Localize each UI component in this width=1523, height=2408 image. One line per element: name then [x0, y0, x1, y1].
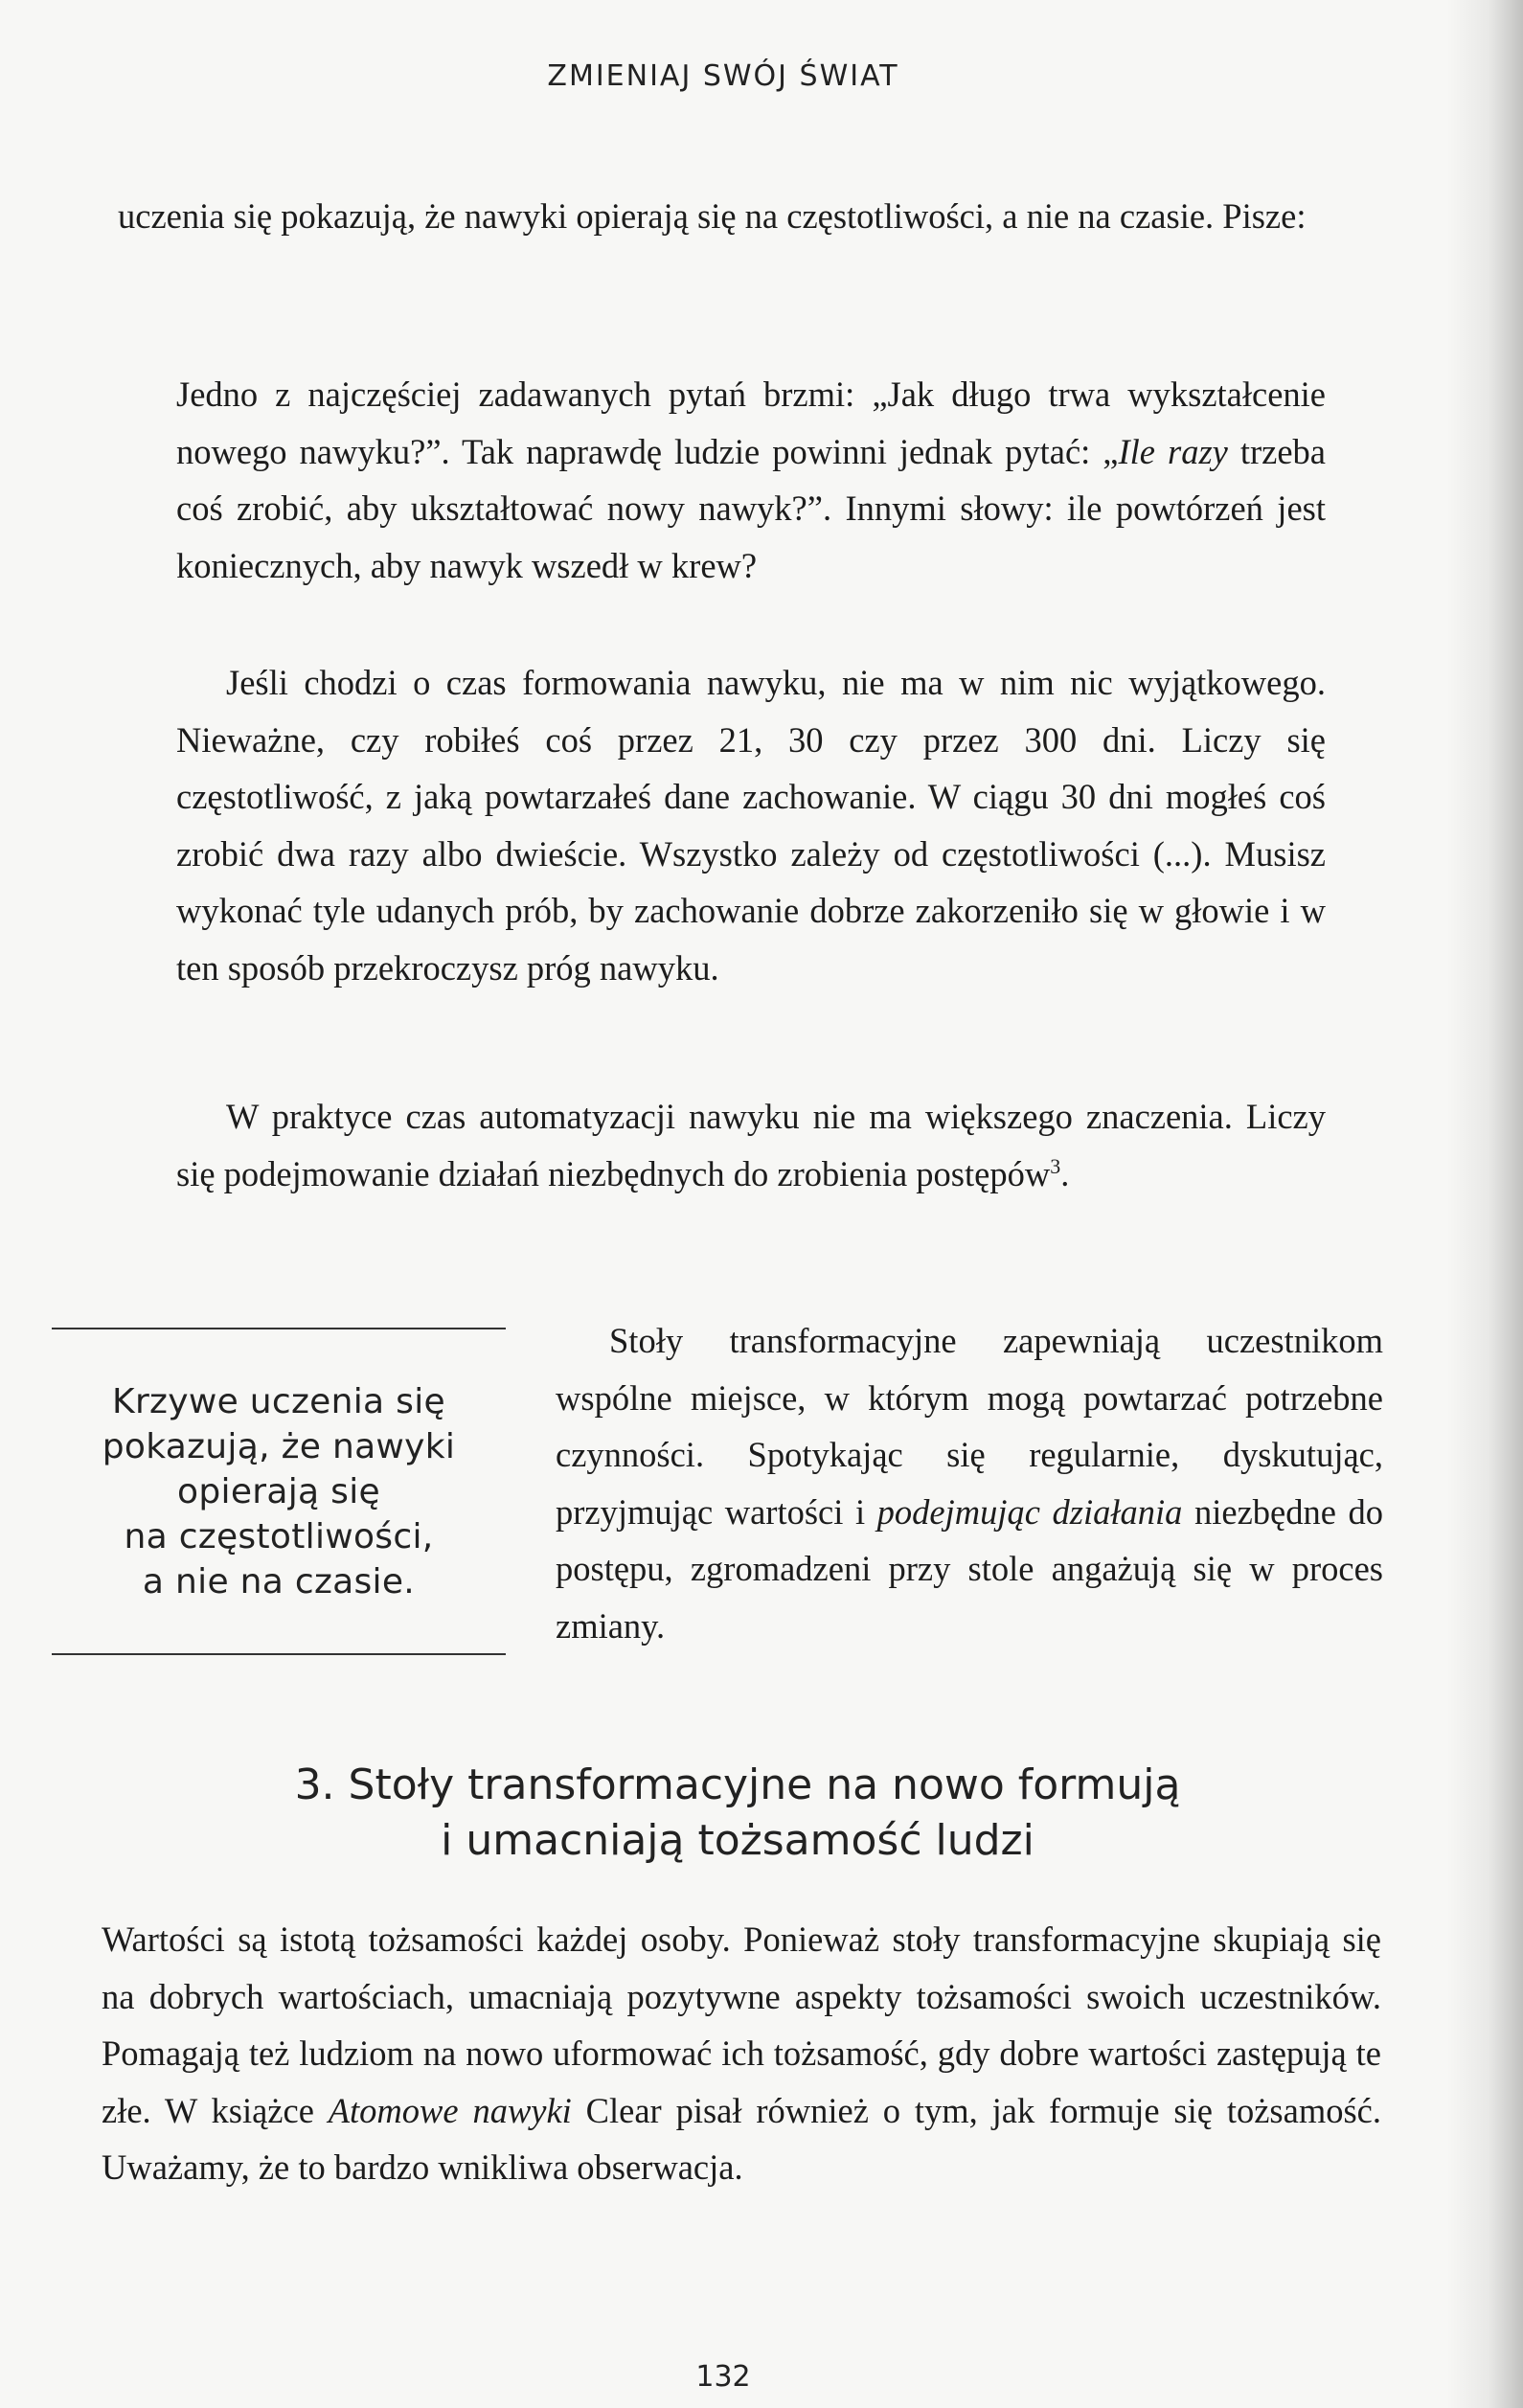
quote-text: .	[1060, 1153, 1070, 1193]
pull-quote-line: na częstotliwości,	[124, 1516, 434, 1556]
page-gutter-shadow	[1446, 0, 1523, 2408]
page-number: 132	[695, 2360, 751, 2394]
pull-quote	[52, 1328, 506, 1655]
section-heading	[144, 1758, 1331, 1869]
side-paragraph	[556, 1312, 1383, 1654]
quote-text: trzeba coś zrobić, aby ukształtować nowy nawyk?”. Innymi słowy: ile powtórzeń jest koniecznych, aby nawyk wszedł w krew?	[176, 431, 1327, 585]
quote-paragraph-2: Jeśli chodzi o czas formowania nawyku, nie ma w nim nic wyjątkowego. Nieważne, czy robiłeś coś przez 21, 30 czy przez 300 dni. Liczy się częstotliwość, z jaką powtarzałeś dane zachowanie. W ciągu 30 dni mogłeś coś zrobić dwa razy albo dwieście. Wszystko zależy od częstotliwości (...). Musisz wykonać tyle udanych prób, by zachowanie dobrze zakorzeniło się w głowie i w ten sposób przekroczysz próg nawyku.	[176, 663, 1326, 988]
footnote-marker: 3	[1050, 1153, 1061, 1178]
pull-quote-line: pokazują, że nawyki	[102, 1426, 456, 1466]
pull-quote-line: Krzywe uczenia się	[112, 1381, 445, 1421]
intro-paragraph: uczenia się pokazują, że nawyki opierają się na częstotliwości, a nie na czasie. Pisze:	[118, 196, 1307, 236]
pull-quote-line: opierają się	[177, 1471, 380, 1511]
pull-quote-line: a nie na czasie.	[142, 1561, 416, 1602]
quote-text: Jedno z najczęściej zadawanych pytań brzmi: „Jak długo trwa wykształcenie nowego nawyku?”. Tak naprawdę ludzie powinni jednak pytać: „	[176, 375, 1326, 471]
quote-text: W praktyce czas automatyzacji nawyku nie ma większego znaczenia. Liczy się podejmowanie działań niezbędnych do zrobienia postępów	[176, 1097, 1326, 1193]
section-heading-line-1: 3. Stoły transformacyjne na nowo formują	[294, 1761, 1181, 1809]
section-heading-line-2: i umacniają tożsamość ludzi	[441, 1816, 1034, 1865]
side-text: Stoły transformacyjne zapewniają uczestnikom wspólne miejsce, w którym mogą powtarzać potrzebne czynności. Spotykając się regularnie, dyskutując, przyjmując wartości i	[556, 1321, 1383, 1532]
section-paragraph	[102, 1911, 1381, 2196]
side-emphasis: podejmując działania	[876, 1491, 1183, 1532]
quote-paragraph-3	[176, 1088, 1326, 1202]
quote-paragraph-1	[176, 366, 1326, 594]
pull-quote-text	[68, 1379, 489, 1604]
running-head: ZMIENIAJ SWÓJ ŚWIAT	[547, 59, 899, 93]
quote-emphasis: Ile razy	[1118, 431, 1228, 471]
book-title: Atomowe nawyki	[328, 2090, 572, 2130]
section-text: Wartości są istotą tożsamości każdej osoby. Ponieważ stoły transformacyjne skupiają się na dobrych wartościach, umacniają pozytywne aspekty tożsamości swoich uczestników. Pomagają też ludziom na nowo uformować ich tożsamość, gdy dobre wartości zastępują te złe. W książce	[102, 1920, 1381, 2130]
section-text: Clear pisał również o tym, jak formuje się tożsamość. Uważamy, że to bardzo wnikliwa obserwacja.	[102, 2090, 1381, 2187]
side-text: niezbędne do postępu, zgromadzeni przy stole angażują się w proces zmiany.	[556, 1491, 1383, 1646]
